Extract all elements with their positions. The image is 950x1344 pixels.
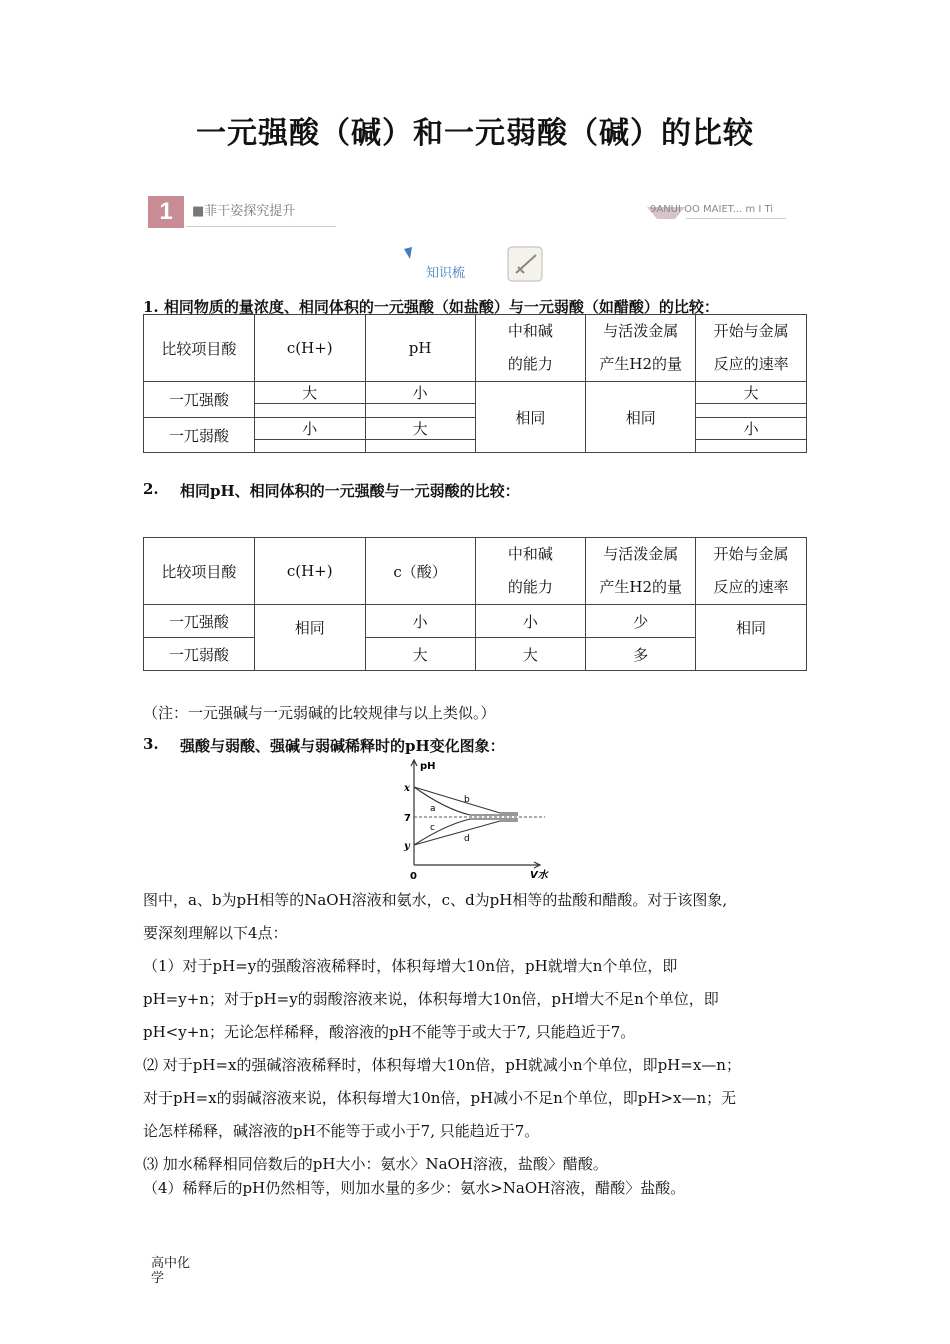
t2-c-same: 相同 xyxy=(254,605,365,671)
series-c-label: c xyxy=(430,823,435,833)
section2-heading: 相同pH、相同体积的一元强酸与一元弱酸的比较： xyxy=(180,482,520,500)
t2-row2-neutralize: 大 xyxy=(475,638,586,671)
t2-header-neutralize-1: 中和碱 xyxy=(507,545,553,563)
footer xyxy=(151,1256,190,1286)
section1-heading: 1. 相同物质的量浓度、相同体积的一元强酸（如盐酸）与一元弱酸（如醋酸）的比较： xyxy=(143,298,719,316)
section3-heading: 强酸与弱酸、强碱与弱碱稀释时的pH变化图象： xyxy=(180,737,505,755)
t2-row2-acid: 大 xyxy=(365,638,475,671)
footer-line-1: 高中化 xyxy=(151,1256,191,1271)
tick-x: x xyxy=(404,783,410,794)
t1-row1-name: 一兀强酸 xyxy=(144,382,255,418)
t2-row2-name: 一兀弱酸 xyxy=(144,638,255,671)
t1-row2-rate: 小 xyxy=(696,418,807,440)
t2-row1-neutralize: 小 xyxy=(475,605,586,638)
t2-row2-h2: 多 xyxy=(586,638,696,671)
t1-header-neutralize-1: 中和碱 xyxy=(507,322,553,340)
t2-header-item: 比较项目酸 xyxy=(144,538,255,605)
body-line-8: 论怎样稀释，碱溶液的pH不能等于或小于7, 只能趋近于7。 xyxy=(143,1122,540,1140)
body-line-3: （1）对于pH=y的强酸溶液稀释时，体积每增大10n倍，pH就增大n个单位，即 xyxy=(143,957,678,975)
table-1 xyxy=(143,314,807,453)
series-d-label: d xyxy=(464,834,470,844)
banner-right-divider xyxy=(686,218,786,219)
t1-header-h2-1: 与活泼金属 xyxy=(603,322,679,340)
knowledge-label: 知识梳 xyxy=(426,266,466,281)
table-2 xyxy=(143,537,807,671)
t2-header-c: c(H+) xyxy=(254,538,365,605)
banner-text: ■菲干姿探究提升 xyxy=(192,204,296,219)
body-line-7: 对于pH=x的弱碱溶液来说，体积每增大10n倍，pH减小不足n个单位，即pH>x—n；无 xyxy=(143,1089,737,1107)
t2-row1-name: 一兀强酸 xyxy=(144,605,255,638)
x-axis-label: V水 xyxy=(530,870,548,881)
knowledge-icon xyxy=(400,245,550,285)
series-a-label: a xyxy=(430,804,436,814)
series-b-label: b xyxy=(464,795,470,805)
tick-7: 7 xyxy=(404,813,411,824)
tick-y: y xyxy=(404,841,410,852)
t2-row1-h2: 少 xyxy=(586,605,696,638)
t2-header-neutralize xyxy=(475,538,586,605)
body-line-1: 图中，a、b为pH相等的NaOH溶液和氨水，c、d为pH相等的盐酸和醋酸。对于该图象, xyxy=(143,891,728,909)
t2-row1-acid: 小 xyxy=(365,605,475,638)
banner-right-text: 9ANUI OO MAIET... m I Ti xyxy=(650,204,774,215)
t2-header-acid: c（酸） xyxy=(365,538,475,605)
section2-heading-num: 2. xyxy=(143,480,159,498)
t1-h2: 相同 xyxy=(586,382,696,453)
t1-row1-rate: 大 xyxy=(696,382,807,404)
section-badge: 1 xyxy=(148,196,184,228)
origin-label: 0 xyxy=(410,871,417,882)
banner-divider xyxy=(186,226,336,227)
note: （注：一元强碱与一元弱碱的比较规律与以上类似。） xyxy=(143,704,496,722)
t1-header-ph: pH xyxy=(365,315,475,382)
body-line-9: ⑶ 加水稀释相同倍数后的pH大小：氨水〉NaOH溶液，盐酸〉醋酸。 xyxy=(143,1155,608,1173)
body-line-10: （4）稀释后的pH仍然相等，则加水量的多少：氨水>NaOH溶液，醋酸〉盐酸。 xyxy=(143,1179,686,1197)
t1-header-rate-1: 开始与金属 xyxy=(713,322,789,340)
t1-row1-c: 大 xyxy=(254,382,365,404)
body-line-4: pH=y+n；对于pH=y的弱酸溶液来说，体积每增大10n倍，pH增大不足n个单位，即 xyxy=(143,990,719,1008)
t1-header-h2-2: 产生H2的量 xyxy=(599,355,683,373)
t2-header-rate-2: 反应的速率 xyxy=(713,578,789,596)
t2-rate-same: 相同 xyxy=(696,605,807,671)
t2-header-neutralize-2: 的能力 xyxy=(507,578,553,596)
body-line-5: pH<y+n；无论怎样稀释，酸溶液的pH不能等于或大于7, 只能趋近于7。 xyxy=(143,1023,636,1041)
footer-line-2: 学 xyxy=(151,1271,165,1286)
t1-header-c: c(H+) xyxy=(254,315,365,382)
t2-header-h2-2: 产生H2的量 xyxy=(599,578,683,596)
t2-header-rate-1: 开始与金属 xyxy=(713,545,789,563)
t1-row2-c: 小 xyxy=(254,418,365,440)
t2-header-h2 xyxy=(586,538,696,605)
t1-row1-ph: 小 xyxy=(365,382,475,404)
body-line-6: ⑵ 对于pH=x的强碱溶液稀释时，体积每增大10n倍，pH就减小n个单位，即pH=x—n； xyxy=(143,1056,741,1074)
t1-header-rate-2: 反应的速率 xyxy=(713,355,789,373)
t1-header-neutralize-2: 的能力 xyxy=(507,355,553,373)
t1-row2-name: 一兀弱酸 xyxy=(144,418,255,453)
body-line-2: 要深刻理解以下4点： xyxy=(143,924,288,942)
section3-heading-num: 3. xyxy=(143,735,159,753)
t1-header-rate xyxy=(696,315,807,382)
t1-row2-ph: 大 xyxy=(365,418,475,440)
t1-header-item: 比较项目酸 xyxy=(144,315,255,382)
t1-header-neutralize xyxy=(475,315,586,382)
t2-header-rate xyxy=(696,538,807,605)
page-title: 一元强酸（碱）和一元弱酸（碱）的比较 xyxy=(196,116,754,151)
dilution-chart xyxy=(400,757,550,882)
t2-header-h2-1: 与活泼金属 xyxy=(603,545,679,563)
y-axis-label: pH xyxy=(420,761,436,772)
t1-neutralize: 相同 xyxy=(475,382,586,453)
t1-header-h2 xyxy=(586,315,696,382)
